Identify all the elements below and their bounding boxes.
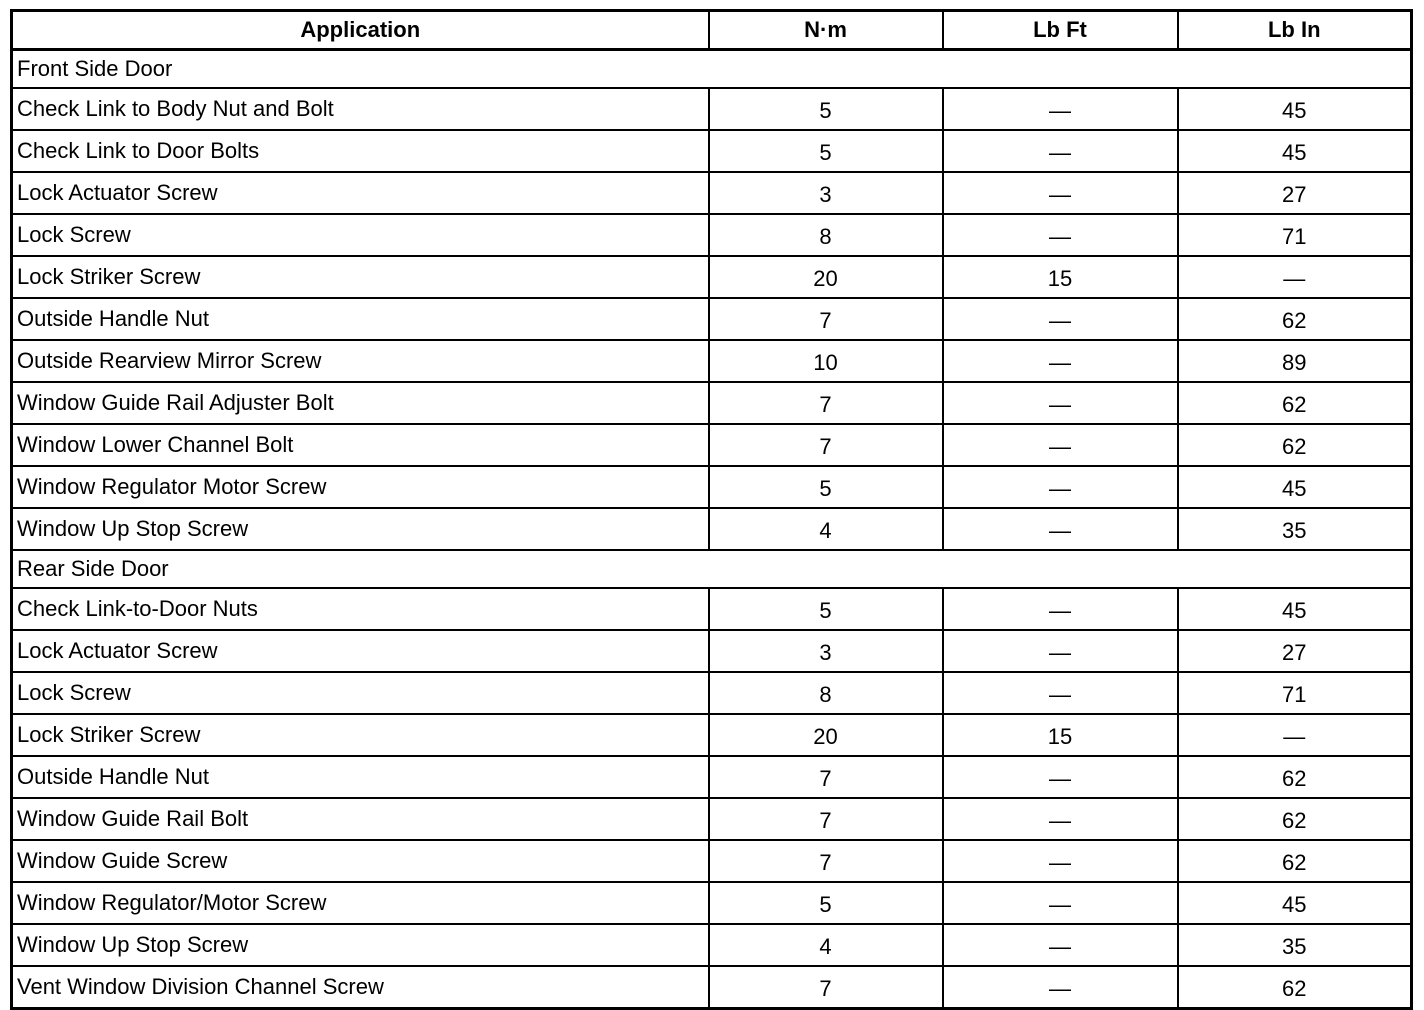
section-row (12, 550, 1412, 588)
cell-nm: 7 (709, 756, 943, 798)
cell-lb-in: 62 (1178, 298, 1412, 340)
cell-lb-ft: 15 (943, 714, 1178, 756)
table-row (12, 924, 1412, 966)
table-row (12, 172, 1412, 214)
cell-nm: 7 (709, 966, 943, 1009)
table-row (12, 466, 1412, 508)
cell-lb-ft: — (943, 340, 1178, 382)
cell-application: Window Guide Screw (12, 840, 709, 882)
table-row (12, 130, 1412, 172)
cell-application: Outside Rearview Mirror Screw (12, 340, 709, 382)
cell-lb-in: 35 (1178, 924, 1412, 966)
table-row (12, 424, 1412, 466)
table-row (12, 382, 1412, 424)
cell-lb-ft: — (943, 88, 1178, 130)
table-row (12, 798, 1412, 840)
cell-lb-in: 45 (1178, 466, 1412, 508)
table-row (12, 714, 1412, 756)
cell-lb-ft: — (943, 382, 1178, 424)
cell-application: Check Link to Door Bolts (12, 130, 709, 172)
cell-lb-in: 62 (1178, 756, 1412, 798)
cell-lb-in: 35 (1178, 508, 1412, 550)
table-row (12, 88, 1412, 130)
table-row (12, 882, 1412, 924)
cell-lb-in: 71 (1178, 672, 1412, 714)
cell-lb-ft: — (943, 424, 1178, 466)
cell-nm: 8 (709, 214, 943, 256)
cell-application: Window Regulator Motor Screw (12, 466, 709, 508)
cell-lb-in: 62 (1178, 840, 1412, 882)
cell-application: Lock Screw (12, 672, 709, 714)
cell-lb-in: 45 (1178, 88, 1412, 130)
cell-nm: 5 (709, 882, 943, 924)
cell-application: Outside Handle Nut (12, 756, 709, 798)
cell-application: Lock Screw (12, 214, 709, 256)
cell-nm: 8 (709, 672, 943, 714)
cell-lb-in: — (1178, 256, 1412, 298)
cell-nm: 7 (709, 840, 943, 882)
cell-nm: 4 (709, 508, 943, 550)
cell-lb-ft: — (943, 508, 1178, 550)
cell-nm: 3 (709, 172, 943, 214)
cell-lb-in: 62 (1178, 424, 1412, 466)
fastener-specifications-table (10, 9, 1413, 1010)
cell-lb-ft: — (943, 882, 1178, 924)
cell-lb-in: 89 (1178, 340, 1412, 382)
cell-application: Lock Striker Screw (12, 714, 709, 756)
cell-application: Vent Window Division Channel Screw (12, 966, 709, 1009)
table-row (12, 966, 1412, 1009)
table-body (12, 50, 1412, 1009)
table-header (12, 11, 1412, 50)
cell-application: Check Link-to-Door Nuts (12, 588, 709, 630)
cell-lb-ft: — (943, 840, 1178, 882)
cell-application: Window Up Stop Screw (12, 924, 709, 966)
cell-lb-in: 45 (1178, 882, 1412, 924)
cell-nm: 5 (709, 88, 943, 130)
cell-lb-ft: — (943, 214, 1178, 256)
cell-application: Lock Striker Screw (12, 256, 709, 298)
cell-lb-ft: — (943, 966, 1178, 1009)
cell-application: Window Guide Rail Adjuster Bolt (12, 382, 709, 424)
cell-lb-ft: — (943, 172, 1178, 214)
cell-nm: 7 (709, 298, 943, 340)
table-row (12, 508, 1412, 550)
cell-application: Window Lower Channel Bolt (12, 424, 709, 466)
cell-lb-ft: — (943, 798, 1178, 840)
cell-application: Window Up Stop Screw (12, 508, 709, 550)
cell-lb-in: 45 (1178, 588, 1412, 630)
cell-lb-in: 45 (1178, 130, 1412, 172)
cell-lb-ft: 15 (943, 256, 1178, 298)
cell-nm: 5 (709, 130, 943, 172)
header-lb-in: Lb In (1178, 11, 1412, 50)
cell-lb-ft: — (943, 130, 1178, 172)
cell-nm: 3 (709, 630, 943, 672)
table-row (12, 340, 1412, 382)
cell-lb-ft: — (943, 756, 1178, 798)
cell-application: Check Link to Body Nut and Bolt (12, 88, 709, 130)
cell-nm: 5 (709, 466, 943, 508)
cell-application: Window Guide Rail Bolt (12, 798, 709, 840)
table-row (12, 630, 1412, 672)
cell-lb-ft: — (943, 466, 1178, 508)
cell-application: Lock Actuator Screw (12, 172, 709, 214)
cell-nm: 20 (709, 714, 943, 756)
cell-lb-ft: — (943, 924, 1178, 966)
cell-lb-in: 27 (1178, 172, 1412, 214)
cell-nm: 7 (709, 382, 943, 424)
cell-nm: 4 (709, 924, 943, 966)
cell-lb-in: 62 (1178, 966, 1412, 1009)
cell-nm: 10 (709, 340, 943, 382)
cell-application: Lock Actuator Screw (12, 630, 709, 672)
table-row (12, 256, 1412, 298)
cell-lb-in: 62 (1178, 798, 1412, 840)
cell-lb-in: — (1178, 714, 1412, 756)
cell-lb-ft: — (943, 630, 1178, 672)
cell-lb-in: 71 (1178, 214, 1412, 256)
section-row (12, 50, 1412, 89)
cell-nm: 5 (709, 588, 943, 630)
table-row (12, 214, 1412, 256)
header-lb-ft: Lb Ft (943, 11, 1178, 50)
header-nm: N·m (709, 11, 943, 50)
cell-lb-ft: — (943, 672, 1178, 714)
header-application: Application (12, 11, 709, 50)
cell-nm: 7 (709, 424, 943, 466)
cell-nm: 7 (709, 798, 943, 840)
table-row (12, 298, 1412, 340)
table-row (12, 756, 1412, 798)
table-row (12, 672, 1412, 714)
header-row (12, 11, 1412, 50)
cell-nm: 20 (709, 256, 943, 298)
cell-application: Window Regulator/Motor Screw (12, 882, 709, 924)
section-title: Rear Side Door (12, 550, 1412, 588)
cell-application: Outside Handle Nut (12, 298, 709, 340)
cell-lb-in: 62 (1178, 382, 1412, 424)
cell-lb-in: 27 (1178, 630, 1412, 672)
table-row (12, 840, 1412, 882)
cell-lb-ft: — (943, 588, 1178, 630)
cell-lb-ft: — (943, 298, 1178, 340)
table-row (12, 588, 1412, 630)
section-title: Front Side Door (12, 50, 1412, 89)
